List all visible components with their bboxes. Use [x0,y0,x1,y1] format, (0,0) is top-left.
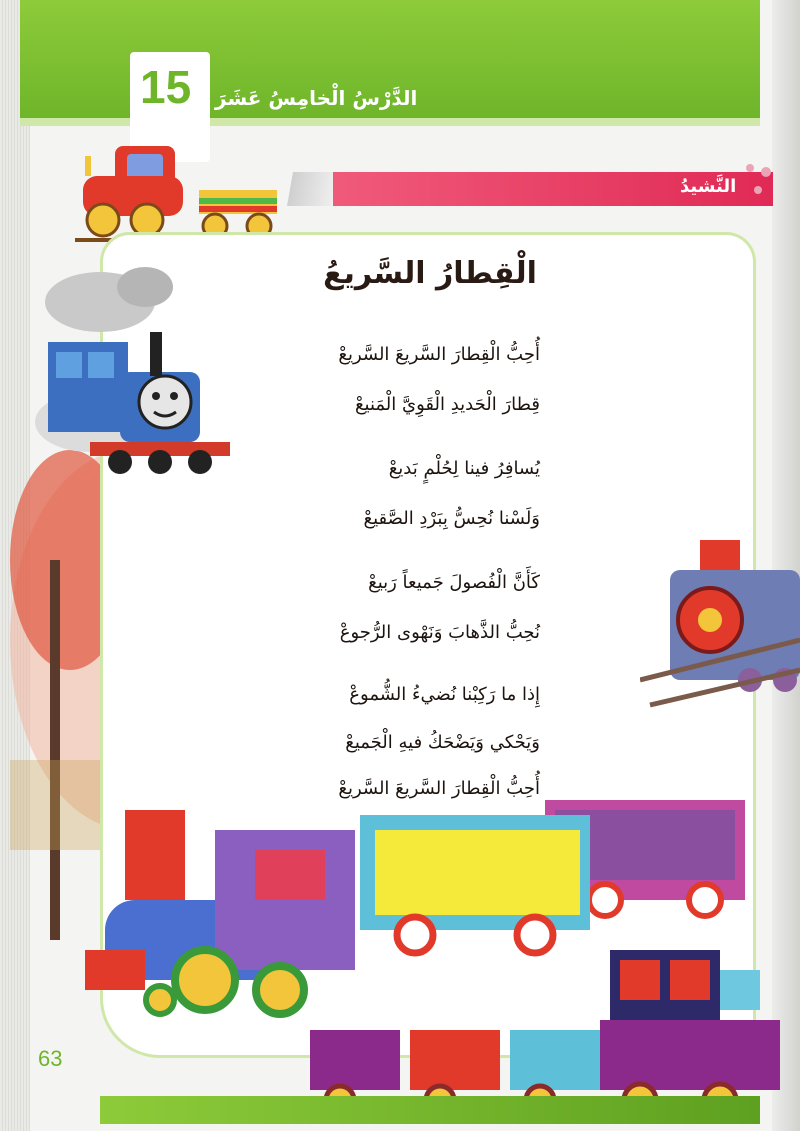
decorative-dots [740,160,780,200]
right-engine-illustration [640,510,800,710]
poem-line: قِطارَ الْحَديدِ الْقَوِيَّ الْمَنيعْ [354,394,540,415]
poem-line: نُحِبُّ الذَّهابَ وَنَهْوى الرُّجوعْ [339,622,540,643]
poem-line: وَلَسْنا نُحِسُّ بِبَرْدِ الصَّقيعْ [363,508,540,529]
page-number: 63 [38,1046,63,1071]
poem-line: أُحِبُّ الْقِطارَ السَّريعَ السَّريعْ [338,344,540,365]
section-label: النَّشيدُ [680,176,737,197]
lesson-number: 15 [140,61,192,113]
blue-engine-illustration [30,262,230,482]
section-tab [287,172,338,206]
poem-line: يُسافِرُ فينا لِحُلْمٍ بَديعْ [388,458,540,479]
bottom-train-illustration [300,940,780,1120]
lesson-title: الدَّرْسُ الْخامِسُ عَشَرَ [215,86,418,110]
poem-title: الْقِطارُ السَّريعُ [323,256,537,291]
poem-line: أُحِبُّ الْقِطارَ السَّريعَ السَّريعْ [338,778,540,799]
poem-line: إِذا ما رَكِبْنا نُضيءُ الشُّموعْ [349,684,540,705]
poem-line: وَيَحْكي وَيَضْحَكُ فيهِ الْجَميعْ [345,732,540,753]
footer-bar [100,1096,760,1124]
poem-line: كَأَنَّ الْفُصولَ جَميعاً رَبيعْ [368,572,540,593]
